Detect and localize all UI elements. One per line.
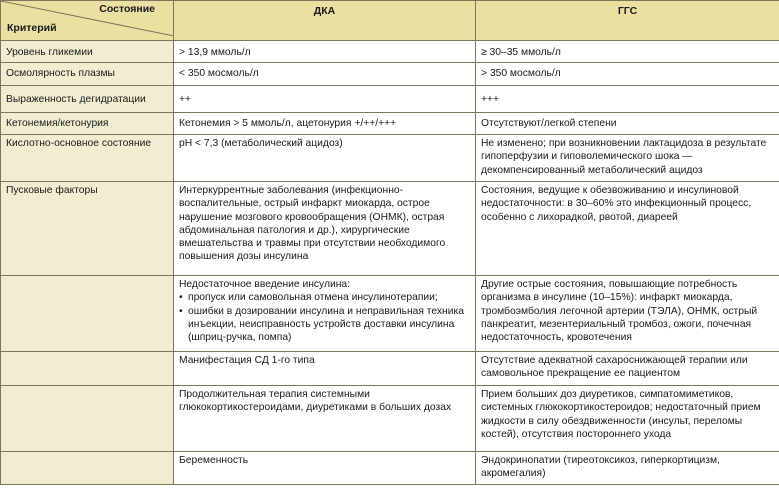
dka-cell: Кетонемия > 5 ммоль/л, ацетонурия +/++/+++ — [174, 113, 476, 135]
ggs-cell: Прием больших доз диуретиков, симпатомиметиков, системных глюкокортикостероидов; недостаточный прием жидкости в силу обездвиженности (инсульт, переломы костей), отсутствия постороннего ухода — [476, 386, 779, 452]
ggs-cell: Состояния, ведущие к обезвоживанию и инсулиновой недостаточности: в 30–60% это инфекционный процесс, особенно с лихорадкой, рвотой, диареей — [476, 182, 779, 276]
dka-cell: > 13,9 ммоль/л — [174, 41, 476, 63]
dka-cell: Интеркуррентные заболевания (инфекционно-воспалительные, острый инфаркт миокарда, острое нарушение мозгового кровообращения (ОНМК), острая абдоминальная патология и др.), хирургические вмешательства и травмы при отсутствии необходимого повышения дозы инсулина — [174, 182, 476, 276]
table-row — [1, 352, 779, 386]
ggs-cell: > 350 мосмоль/л — [476, 63, 779, 86]
ggs-cell: ≥ 30–35 ммоль/л — [476, 41, 779, 63]
list-item: • пропуск или самовольная отмена инсулинотерапии; — [179, 291, 470, 304]
criterion-cell: Уровень гликемии — [1, 41, 174, 63]
table-row — [1, 182, 779, 276]
criterion-cell: Осмолярность плазмы — [1, 63, 174, 86]
dka-cell: < 350 мосмоль/л — [174, 63, 476, 86]
header-ggs: ГГС — [476, 1, 779, 41]
header-state-label: Состояние — [99, 3, 155, 15]
ggs-cell: +++ — [476, 86, 779, 113]
ggs-cell: Отсутствие адекватной сахароснижающей терапии или самовольное прекращение ее пациентом — [476, 352, 779, 386]
table-row — [1, 452, 779, 485]
criterion-cell: Кетонемия/кетонурия — [1, 113, 174, 135]
dka-cell: ++ — [174, 86, 476, 113]
dka-cell: Манифестация СД 1-го типа — [174, 352, 476, 386]
table-row — [1, 63, 779, 86]
dka-cell: pH < 7,3 (метаболический ацидоз) — [174, 135, 476, 182]
dka-bullet-list — [179, 291, 470, 344]
criterion-cell: Выраженность дегидратации — [1, 86, 174, 113]
ggs-cell: Не изменено; при возникновении лактацидоза в результате гипоперфузии и гиповолемического шока — декомпенсированный метаболический ацидоз — [476, 135, 779, 182]
criterion-cell-empty — [1, 386, 174, 452]
ggs-cell: Другие острые состояния, повышающие потребность организма в инсулине (10–15%): инфаркт миокарда, тромбоэмболия легочной артерии (ТЭЛА), ОНМК, острый панкреатит, мезентериальный тромбоз, ожоги, почечная недостаточность, кровотечения — [476, 276, 779, 352]
header-corner-cell — [1, 1, 174, 41]
criterion-cell: Кислотно-основное состояние — [1, 135, 174, 182]
dka-cell — [174, 276, 476, 352]
dka-cell: Продолжительная терапия системными глюкокортикостероидами, диуретиками в больших дозах — [174, 386, 476, 452]
criterion-cell: Пусковые факторы — [1, 182, 174, 276]
list-item: • ошибки в дозировании инсулина и неправильная техника инъекции, неисправность устройств доставки инсулина (шприц-ручка, помпа) — [179, 305, 470, 345]
ggs-cell: Отсутствуют/легкой степени — [476, 113, 779, 135]
ggs-cell: Эндокринопатии (тиреотоксикоз, гиперкортицизм, акромегалия) — [476, 452, 779, 485]
table-row — [1, 135, 779, 182]
criterion-cell-empty — [1, 352, 174, 386]
header-dka: ДКА — [174, 1, 476, 41]
header-criterion-label: Критерий — [7, 21, 57, 34]
table-row — [1, 86, 779, 113]
table-header-row — [1, 1, 779, 41]
table-row — [1, 113, 779, 135]
dka-list-intro: Недостаточное введение инсулина: — [179, 279, 351, 290]
criterion-cell-empty — [1, 452, 174, 485]
table-row — [1, 41, 779, 63]
table-row — [1, 386, 779, 452]
dka-cell: Беременность — [174, 452, 476, 485]
criterion-cell-empty — [1, 276, 174, 352]
table-row — [1, 276, 779, 352]
